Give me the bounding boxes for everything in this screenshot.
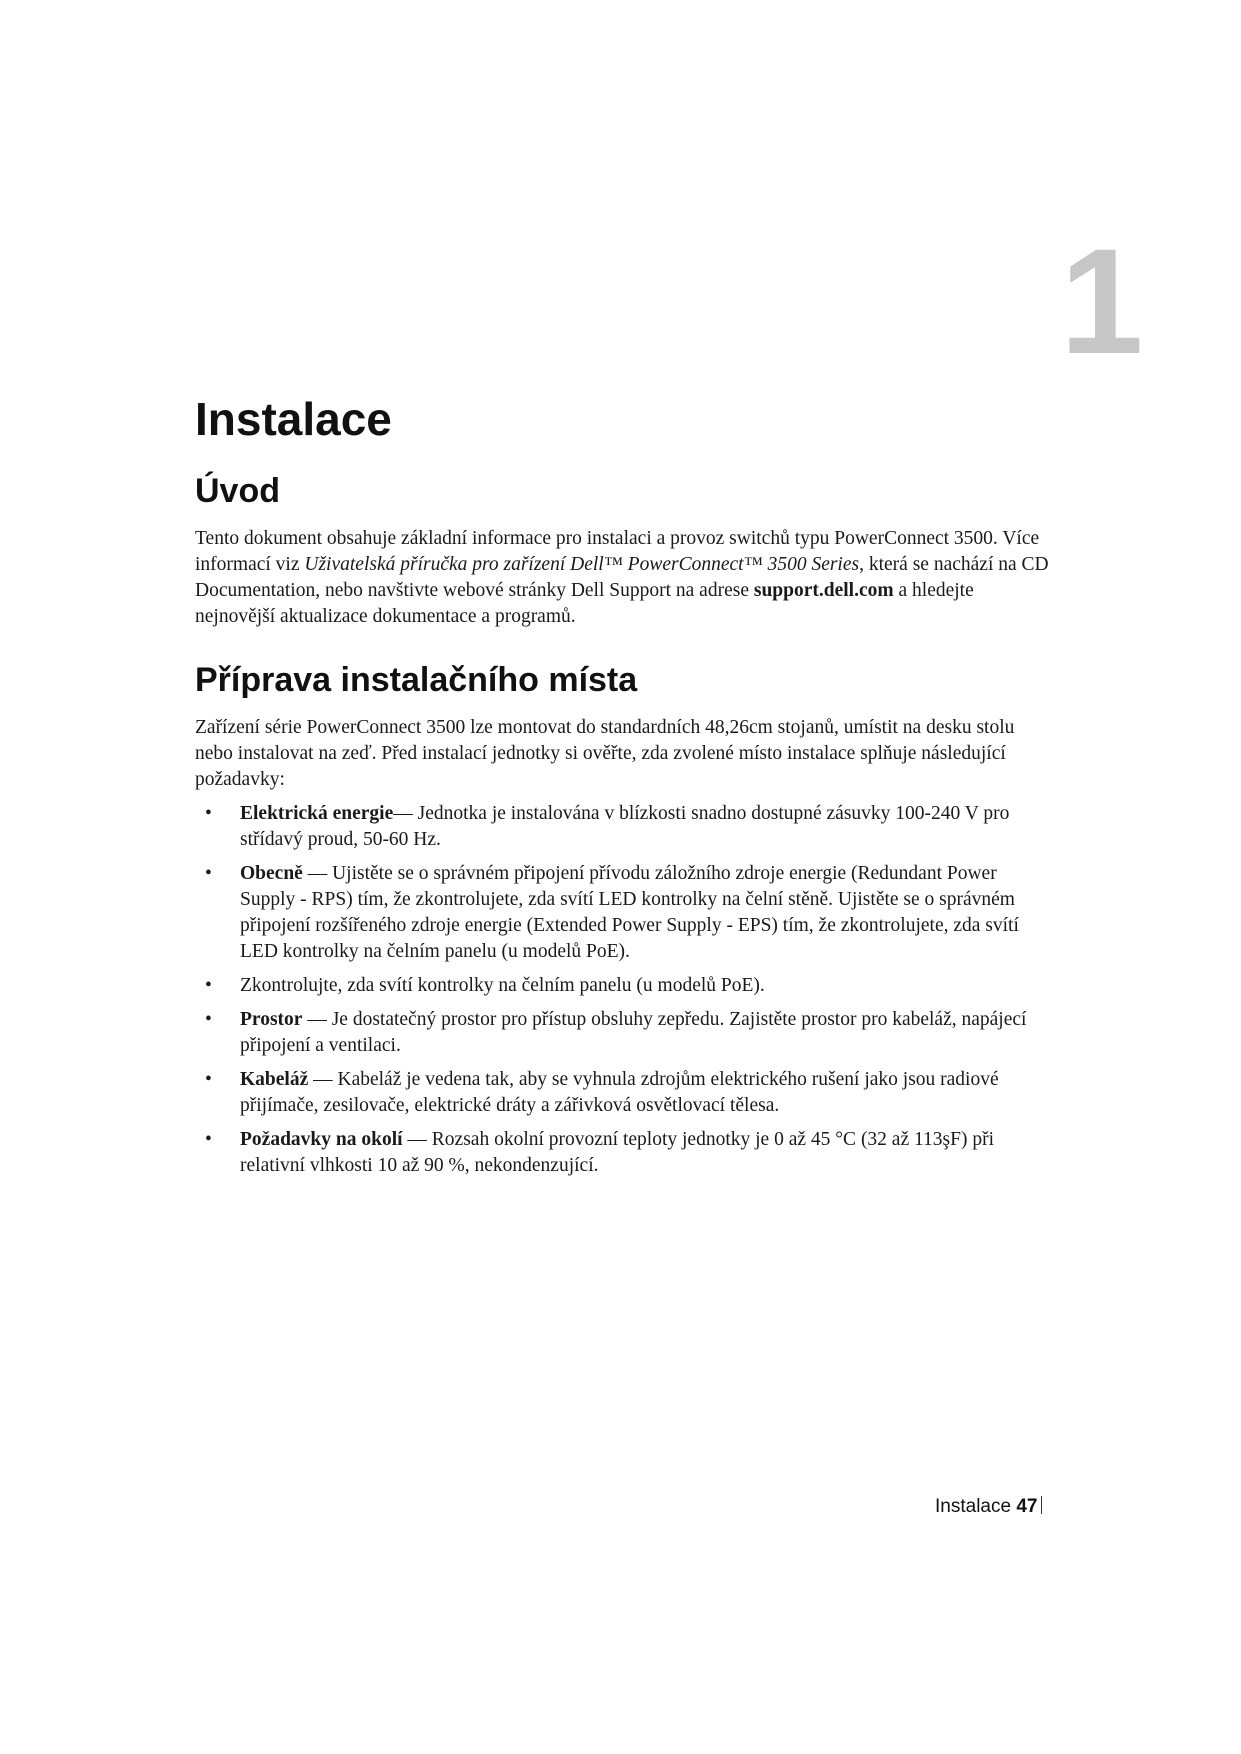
list-item — [195, 861, 1055, 965]
site-prep-heading: Příprava instalačního místa — [195, 660, 638, 699]
list-item — [195, 801, 1055, 853]
chapter-number: 1 — [1060, 217, 1144, 385]
chapter-title: Instalace — [195, 393, 392, 445]
list-item — [195, 1007, 1055, 1059]
intro-text-2: , která se nachází na CD Documentation, nebo navštivte webové stránky Dell Support na adrese — [195, 553, 1049, 601]
item-term: Prostor — [240, 1008, 303, 1030]
intro-paragraph — [195, 526, 1055, 630]
bullet-icon: • — [205, 1128, 212, 1150]
item-term: Požadavky na okolí — [240, 1128, 403, 1150]
guide-title: Uživatelská příručka pro zařízení Dell™ PowerConnect™ 3500 Series — [304, 553, 860, 575]
intro-text-3: a hledejte nejnovější aktualizace dokumentace a programů. — [195, 579, 974, 627]
item-text: — Jednotka je instalována v blízkosti snadno dostupné zásuvky 100-240 V pro střídavý proud, 50-60 Hz. — [240, 802, 1010, 850]
bullet-icon: • — [205, 862, 212, 884]
item-text: — Je dostatečný prostor pro přístup obsluhy zepředu. Zajistěte prostor pro kabeláž, napájecí připojení a ventilaci. — [240, 1008, 1027, 1056]
page-content — [195, 392, 1055, 1187]
item-term: Elektrická energie — [240, 802, 394, 824]
item-text: — Kabeláž je vedena tak, aby se vyhnula zdrojům elektrického rušení jako jsou radiové přijímače, zesilovače, elektrické dráty a zářivková osvětlovací tělesa. — [240, 1068, 999, 1116]
item-text: — Rozsah okolní provozní teploty jednotky je 0 až 45 °C (32 až 113şF) při relativní vlhkosti 10 až 90 %, nekondenzující. — [240, 1128, 994, 1176]
footer-section: Instalace — [935, 1496, 1012, 1517]
site-prep-intro: Zařízení série PowerConnect 3500 lze montovat do standardních 48,26cm stojanů, umístit na desku stolu nebo instalovat na zeď. Před instalací jednotky si ověřte, zda zvolené místo instalace splňuje následující požadavky: — [195, 716, 1015, 790]
item-text: Zkontrolujte, zda svítí kontrolky na čelním panelu (u modelů PoE). — [240, 974, 765, 996]
bullet-icon: • — [205, 802, 212, 824]
intro-heading: Úvod — [195, 472, 280, 511]
list-item — [195, 1127, 1055, 1179]
item-text: — Ujistěte se o správném připojení přívodu záložního zdroje energie (Redundant Power Supply - RPS) tím, že zkontrolujete, zda svítí LED kontrolky na čelní stěně. Ujistěte se o správném připojení rozšířeného zdroje energie (Extended Power Supply - EPS) tím, že zkontrolujete, zda svítí LED kontrolky na čelním panelu (u modelů PoE). — [240, 862, 1019, 962]
list-item — [195, 1067, 1055, 1119]
page-footer — [935, 1496, 1042, 1518]
bullet-icon: • — [205, 974, 212, 996]
item-term: Kabeláž — [240, 1068, 309, 1090]
support-site: support.dell.com — [753, 579, 894, 601]
bullet-icon: • — [205, 1068, 212, 1090]
page-number: 47 — [1016, 1496, 1038, 1517]
intro-text-1: Tento dokument obsahuje základní informace pro instalaci a provoz switchů typu PowerConnect 3500. Více informací viz — [195, 527, 1040, 575]
list-item — [195, 973, 1055, 999]
footer-divider — [1041, 1496, 1042, 1514]
bullet-icon: • — [205, 1008, 212, 1030]
requirements-list — [195, 801, 1055, 1179]
item-term: Obecně — [240, 862, 303, 884]
